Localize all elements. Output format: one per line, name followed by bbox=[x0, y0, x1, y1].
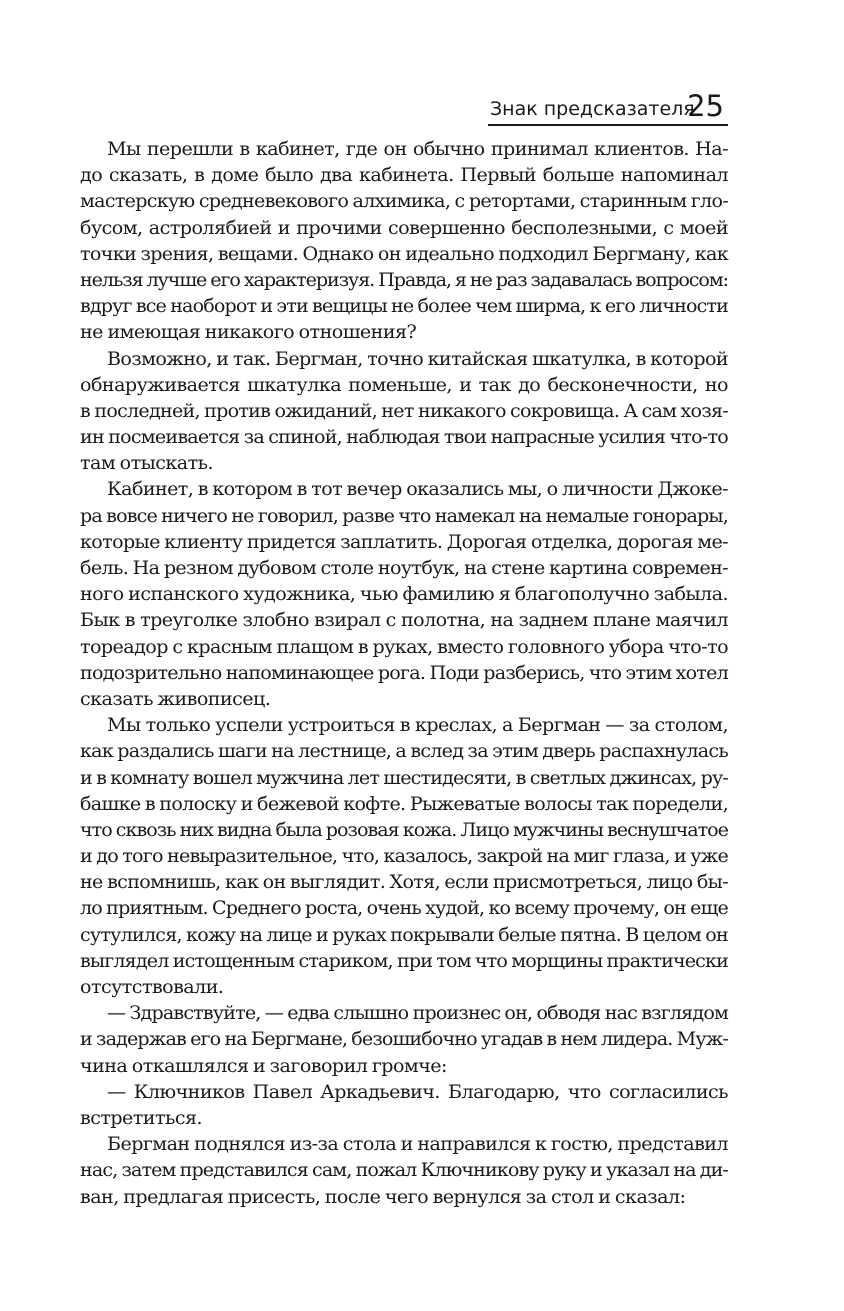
text-line: нельзя лучше его характеризуя. Правда, я не раз задавалась вопросом: bbox=[80, 267, 728, 291]
paragraph bbox=[80, 136, 728, 346]
text-line: точки зрения, вещами. Однако он идеально подходил Бергману, как bbox=[80, 241, 728, 265]
paragraph bbox=[80, 476, 728, 712]
text-line: сказать живописец. bbox=[80, 686, 271, 710]
text-line: тореадор с красным плащом в руках, вместо головного убора что-то bbox=[80, 634, 728, 658]
text-line: до сказать, в доме было два кабинета. Первый больше напоминал bbox=[80, 163, 728, 187]
text-line: Бык в треуголке злобно взирал с полотна, на заднем плане маячил bbox=[80, 608, 728, 632]
paragraph bbox=[80, 1131, 728, 1210]
text-line: и до того невыразительное, что, казалось, закрой на миг глаза, и уже bbox=[80, 844, 728, 868]
running-header bbox=[488, 84, 728, 126]
book-title: Знак предсказателя bbox=[490, 98, 695, 120]
text-line: обнаруживается шкатулка поменьше, и так до бесконечности, но bbox=[80, 372, 728, 396]
text-line: нас, затем представился сам, пожал Ключникову руку и указал на ди- bbox=[80, 1158, 728, 1182]
text-line: мастерскую средневекового алхимика, с ретортами, старинным гло- bbox=[80, 189, 728, 213]
page-number: 25 bbox=[687, 89, 724, 123]
text-line: ра вовсе ничего не говорил, разве что намекал на немалые гонорары, bbox=[80, 503, 728, 527]
text-line: как раздались шаги на лестнице, а вслед за этим дверь распахнулась bbox=[80, 739, 728, 763]
text-line: Мы только успели устроиться в креслах, а Бергман — за столом, bbox=[107, 713, 728, 737]
text-line: отсутствовали. bbox=[80, 975, 224, 998]
text-line: Мы перешли в кабинет, где он обычно принимал клиентов. На- bbox=[107, 137, 728, 160]
text-line: в последней, против ожиданий, нет никакого сокровища. А сам хозя- bbox=[80, 398, 728, 422]
text-line: и в комнату вошел мужчина лет шестидесяти, в светлых джинсах, ру- bbox=[80, 765, 728, 789]
text-line: ин посмеивается за спиной, наблюдая твои напрасные усилия что-то bbox=[80, 425, 728, 449]
text-line: которые клиенту придется заплатить. Дорогая отделка, дорогая ме- bbox=[80, 529, 728, 553]
text-line: ван, предлагая присесть, после чего вернулся за стол и сказал: bbox=[80, 1184, 686, 1208]
text-line: вдруг все наоборот и эти вещицы не более чем ширма, к его личности bbox=[80, 294, 728, 318]
text-line: и задержав его на Бергмане, безошибочно угадав в нем лидера. Муж- bbox=[80, 1027, 728, 1051]
text-line: — Здравствуйте, — едва слышно произнес он, обводя нас взглядом bbox=[107, 1001, 728, 1025]
text-line: — Ключников Павел Аркадьевич. Благодарю, что согласились bbox=[107, 1079, 728, 1103]
text-line: встретиться. bbox=[80, 1105, 202, 1129]
text-line: выглядел истощенным стариком, при том что морщины практически bbox=[80, 948, 728, 972]
text-line: башке в полоску и бежевой кофте. Рыжеватые волосы так поредели, bbox=[80, 791, 728, 815]
paragraph bbox=[80, 346, 728, 477]
text-line: подозрительно напоминающее рога. Поди разберись, что этим хотел bbox=[80, 660, 728, 684]
text-line: ного испанского художника, чью фамилию я благополучно забыла. bbox=[80, 582, 728, 606]
text-line: ло приятным. Среднего роста, очень худой, ко всему прочему, он еще bbox=[80, 896, 728, 920]
text-line: не вспомнишь, как он выглядит. Хотя, если присмотреться, лицо бы- bbox=[80, 870, 728, 894]
text-line: бель. На резном дубовом столе ноутбук, на стене картина современ- bbox=[80, 556, 728, 579]
text-line: чина откашлялся и заговорил громче: bbox=[80, 1053, 447, 1077]
text-line: там отыскать. bbox=[80, 451, 214, 475]
paragraph bbox=[80, 1079, 728, 1131]
paragraph bbox=[80, 712, 728, 1000]
body-text bbox=[80, 136, 728, 1210]
paragraph bbox=[80, 1000, 728, 1079]
text-line: Возможно, и так. Бергман, точно китайская шкатулка, в которой bbox=[107, 346, 728, 370]
text-line: Кабинет, в котором в тот вечер оказались мы, о личности Джоке- bbox=[107, 477, 728, 501]
text-line: Бергман поднялся из-за стола и направился к гостю, представил bbox=[107, 1132, 728, 1156]
text-line: не имеющая никакого отношения? bbox=[80, 320, 417, 344]
text-line: что сквозь них видна была розовая кожа. Лицо мужчины веснушчатое bbox=[80, 817, 728, 841]
text-line: сутулился, кожу на лице и руках покрывали белые пятна. В целом он bbox=[80, 922, 728, 946]
text-line: бусом, астролябией и прочими совершенно бесполезными, с моей bbox=[80, 215, 728, 239]
